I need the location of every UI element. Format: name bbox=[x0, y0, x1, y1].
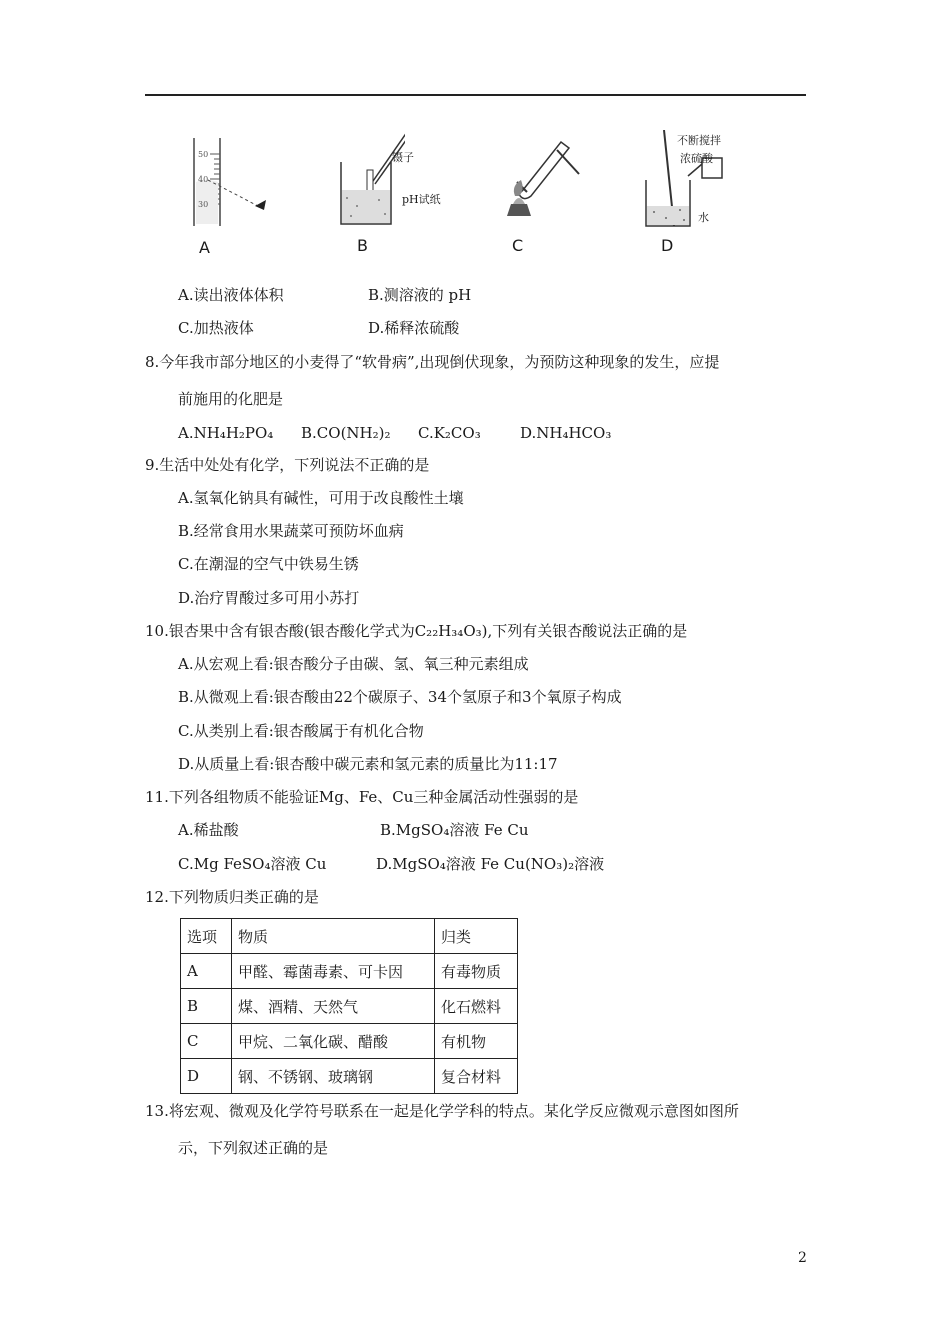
q9-option-c: C.在潮湿的空气中铁易生锈 bbox=[178, 555, 359, 573]
q7-option-d: D.稀释浓硫酸 bbox=[368, 319, 460, 337]
q10-option-d: D.从质量上看:银杏酸中碳元素和氢元素的质量比为11:17 bbox=[178, 755, 558, 773]
figure-a-graduated-cylinder bbox=[180, 130, 280, 230]
figure-d-label: D bbox=[661, 236, 674, 255]
q8-stem-line2: 前施用的化肥是 bbox=[178, 390, 284, 408]
q11-option-c: C.Mg FeSO₄溶液 Cu bbox=[178, 855, 327, 873]
q11-option-b: B.MgSO₄溶液 Fe Cu bbox=[380, 821, 529, 839]
scale-tick-50: 50 bbox=[198, 150, 209, 159]
q8-option-c: C.K₂CO₃ bbox=[418, 424, 481, 442]
q8-option-b: B.CO(NH₂)₂ bbox=[301, 424, 391, 442]
figure-b-ph-test bbox=[335, 128, 405, 238]
table-cell: 有毒物质 bbox=[435, 954, 518, 989]
q7-option-b: B.测溶液的 pH bbox=[368, 286, 472, 304]
classification-table bbox=[180, 918, 518, 1094]
table-row bbox=[181, 989, 518, 1024]
q7-option-a: A.读出液体体积 bbox=[178, 286, 284, 304]
table-cell: 有机物 bbox=[435, 1024, 518, 1059]
q11-option-d: D.MgSO₄溶液 Fe Cu(NO₃)₂溶液 bbox=[376, 855, 605, 873]
header-cell: 物质 bbox=[232, 919, 435, 954]
q12-stem: 12.下列物质归类正确的是 bbox=[145, 888, 319, 906]
q7-option-c: C.加热液体 bbox=[178, 319, 254, 337]
q8-option-a: A.NH₄H₂PO₄ bbox=[178, 424, 274, 442]
header-cell: 归类 bbox=[435, 919, 518, 954]
tweezers-label: 镊子 bbox=[392, 151, 414, 164]
figure-c-heating bbox=[495, 130, 585, 230]
table-header-row bbox=[181, 919, 518, 954]
q8-option-d: D.NH₄HCO₃ bbox=[520, 424, 612, 442]
stir-label: 不断搅拌 bbox=[677, 134, 721, 147]
acid-label: 浓硫酸 bbox=[680, 152, 713, 165]
table-cell: 复合材料 bbox=[435, 1059, 518, 1094]
table-cell: 化石燃料 bbox=[435, 989, 518, 1024]
table-row bbox=[181, 1059, 518, 1094]
scale-tick-40: 40 bbox=[198, 175, 209, 184]
q9-option-b: B.经常食用水果蔬菜可预防坏血病 bbox=[178, 522, 404, 540]
figure-a-label: A bbox=[199, 238, 210, 257]
table-cell: A bbox=[181, 954, 232, 989]
figure-c-label: C bbox=[512, 236, 524, 255]
q9-option-a: A.氢氧化钠具有碱性，可用于改良酸性土壤 bbox=[178, 489, 464, 507]
q11-stem: 11.下列各组物质不能验证Mg、Fe、Cu三种金属活动性强弱的是 bbox=[145, 788, 579, 806]
table-cell: 甲烷、二氧化碳、醋酸 bbox=[232, 1024, 435, 1059]
header-rule bbox=[145, 94, 806, 96]
q11-option-a: A.稀盐酸 bbox=[178, 821, 239, 839]
q13-stem-line1: 13.将宏观、微观及化学符号联系在一起是化学学科的特点。某化学反应微观示意图如图所 bbox=[145, 1102, 739, 1120]
q13-stem-line2: 示，下列叙述正确的是 bbox=[178, 1139, 329, 1157]
q10-option-b: B.从微观上看:银杏酸由22个碳原子、34个氢原子和3个氧原子构成 bbox=[178, 688, 622, 706]
q10-option-a: A.从宏观上看:银杏酸分子由碳、氢、氧三种元素组成 bbox=[178, 655, 529, 673]
table-cell: C bbox=[181, 1024, 232, 1059]
table-cell: 甲醛、霉菌毒素、可卡因 bbox=[232, 954, 435, 989]
table-cell: 钢、不锈钢、玻璃钢 bbox=[232, 1059, 435, 1094]
figure-b-label: B bbox=[357, 236, 368, 255]
table-cell: 煤、酒精、天然气 bbox=[232, 989, 435, 1024]
q8-stem-line1: 8.今年我市部分地区的小麦得了“软骨病”,出现倒伏现象，为预防这种现象的发生，应提 bbox=[145, 353, 720, 371]
table-row bbox=[181, 1024, 518, 1059]
scale-tick-30: 30 bbox=[198, 200, 209, 209]
q10-option-c: C.从类别上看:银杏酸属于有机化合物 bbox=[178, 722, 424, 740]
q9-stem: 9.生活中处处有化学，下列说法不正确的是 bbox=[145, 456, 430, 474]
table-cell: D bbox=[181, 1059, 232, 1094]
table-cell: B bbox=[181, 989, 232, 1024]
q9-option-d: D.治疗胃酸过多可用小苏打 bbox=[178, 589, 360, 607]
ph-paper-label: pH试纸 bbox=[402, 193, 441, 206]
page-number: 2 bbox=[798, 1250, 807, 1266]
table-row bbox=[181, 954, 518, 989]
q10-stem: 10.银杏果中含有银杏酸(银杏酸化学式为C₂₂H₃₄O₃),下列有关银杏酸说法正确的是 bbox=[145, 622, 688, 640]
water-label: 水 bbox=[698, 211, 709, 224]
header-cell: 选项 bbox=[181, 919, 232, 954]
